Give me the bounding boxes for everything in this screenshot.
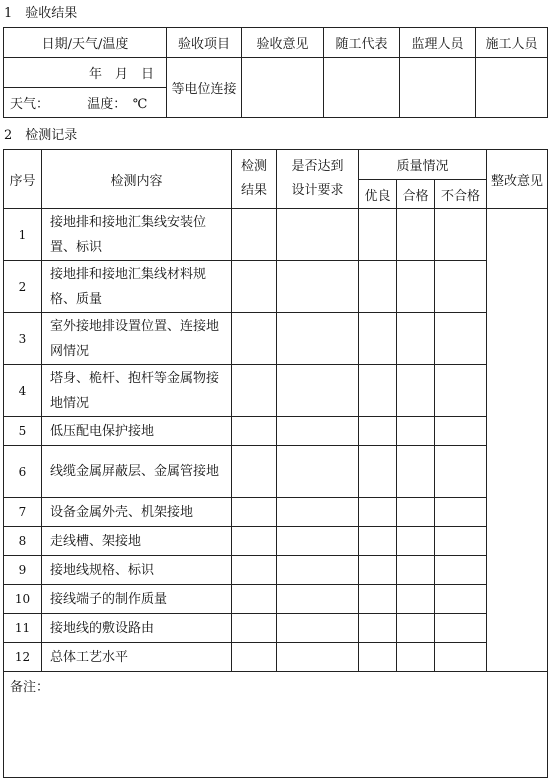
result-cell[interactable] xyxy=(232,365,277,417)
excellent-cell[interactable] xyxy=(359,556,397,585)
excellent-cell[interactable] xyxy=(359,313,397,365)
qualified-cell[interactable] xyxy=(397,446,435,498)
header-unqualified: 不合格 xyxy=(435,180,487,209)
meets-cell[interactable] xyxy=(277,527,359,556)
unqualified-cell[interactable] xyxy=(435,209,487,261)
header-content: 检测内容 xyxy=(42,150,232,209)
header-supervisor: 监理人员 xyxy=(400,28,476,58)
row-content: 设备金属外壳、机架接地 xyxy=(42,498,232,527)
qualified-cell[interactable] xyxy=(397,417,435,446)
unqualified-cell[interactable] xyxy=(435,446,487,498)
row-number: 11 xyxy=(4,614,42,643)
qualified-cell[interactable] xyxy=(397,365,435,417)
row-content: 接线端子的制作质量 xyxy=(42,585,232,614)
temperature-label: 温度： ℃ xyxy=(87,97,148,112)
result-cell[interactable] xyxy=(232,261,277,313)
result-cell[interactable] xyxy=(232,614,277,643)
header-meets-design: 是否达到 设计要求 xyxy=(277,150,359,209)
section-title-acceptance: 1 验收结果 xyxy=(4,6,78,21)
remarks-cell[interactable] xyxy=(4,672,548,778)
result-cell[interactable] xyxy=(232,209,277,261)
table-row xyxy=(4,556,548,585)
row-number: 4 xyxy=(4,365,42,417)
row-number: 9 xyxy=(4,556,42,585)
meets-cell[interactable] xyxy=(277,261,359,313)
result-cell[interactable] xyxy=(232,585,277,614)
row-number: 3 xyxy=(4,313,42,365)
header-date-weather-temp: 日期/天气/温度 xyxy=(4,28,167,58)
excellent-cell[interactable] xyxy=(359,498,397,527)
table-row xyxy=(4,614,548,643)
table-row xyxy=(4,527,548,556)
qualified-cell[interactable] xyxy=(397,585,435,614)
row-number: 2 xyxy=(4,261,42,313)
qualified-cell[interactable] xyxy=(397,313,435,365)
table-row xyxy=(4,498,548,527)
excellent-cell[interactable] xyxy=(359,365,397,417)
qualified-cell[interactable] xyxy=(397,209,435,261)
weather-temp-cell[interactable] xyxy=(4,88,167,118)
result-cell[interactable] xyxy=(232,527,277,556)
unqualified-cell[interactable] xyxy=(435,498,487,527)
acceptance-table xyxy=(3,27,548,118)
excellent-cell[interactable] xyxy=(359,261,397,313)
table-row xyxy=(4,585,548,614)
header-acceptance-item: 验收项目 xyxy=(167,28,242,58)
unqualified-cell[interactable] xyxy=(435,614,487,643)
row-content: 接地线的敷设路由 xyxy=(42,614,232,643)
qualified-cell[interactable] xyxy=(397,498,435,527)
table-row xyxy=(4,261,548,313)
unqualified-cell[interactable] xyxy=(435,365,487,417)
table-row xyxy=(4,643,548,672)
row-content: 线缆金属屏蔽层、金属管接地 xyxy=(42,446,232,498)
header-construction-staff: 施工人员 xyxy=(476,28,548,58)
rectify-cell[interactable] xyxy=(487,209,548,672)
meets-cell[interactable] xyxy=(277,417,359,446)
weather-label: 天气： xyxy=(10,97,50,112)
row-content: 接地排和接地汇集线安装位置、标识 xyxy=(42,209,232,261)
row-content: 室外接地排设置位置、连接地网情况 xyxy=(42,313,232,365)
excellent-cell[interactable] xyxy=(359,209,397,261)
table-row xyxy=(4,313,548,365)
header-excellent: 优良 xyxy=(359,180,397,209)
meets-cell[interactable] xyxy=(277,313,359,365)
meets-cell[interactable] xyxy=(277,556,359,585)
supervisor-cell[interactable] xyxy=(400,58,476,118)
row-number: 5 xyxy=(4,417,42,446)
qualified-cell[interactable] xyxy=(397,643,435,672)
row-content: 走线槽、架接地 xyxy=(42,527,232,556)
row-content: 低压配电保护接地 xyxy=(42,417,232,446)
table-row xyxy=(4,446,548,498)
excellent-cell[interactable] xyxy=(359,417,397,446)
section-title-inspection: 2 检测记录 xyxy=(4,128,78,143)
qualified-cell[interactable] xyxy=(397,556,435,585)
result-cell[interactable] xyxy=(232,643,277,672)
header-rectify: 整改意见 xyxy=(487,150,548,209)
unqualified-cell[interactable] xyxy=(435,556,487,585)
row-number: 6 xyxy=(4,446,42,498)
date-field[interactable]: 年 月 日 xyxy=(4,58,167,88)
inspection-table xyxy=(3,149,548,778)
meets-cell[interactable] xyxy=(277,643,359,672)
unqualified-cell[interactable] xyxy=(435,527,487,556)
header-accompanying-rep: 随工代表 xyxy=(324,28,400,58)
row-number: 1 xyxy=(4,209,42,261)
header-no: 序号 xyxy=(4,150,42,209)
result-cell[interactable] xyxy=(232,556,277,585)
row-content: 接地排和接地汇集线材料规格、质量 xyxy=(42,261,232,313)
row-number: 7 xyxy=(4,498,42,527)
header-qualified: 合格 xyxy=(397,180,435,209)
result-cell[interactable] xyxy=(232,498,277,527)
row-content: 总体工艺水平 xyxy=(42,643,232,672)
meets-cell[interactable] xyxy=(277,585,359,614)
unqualified-cell[interactable] xyxy=(435,313,487,365)
unqualified-cell[interactable] xyxy=(435,261,487,313)
result-cell[interactable] xyxy=(232,446,277,498)
unqualified-cell[interactable] xyxy=(435,585,487,614)
acceptance-opinion-cell[interactable] xyxy=(242,58,324,118)
table-row xyxy=(4,417,548,446)
meets-cell[interactable] xyxy=(277,365,359,417)
construction-staff-cell[interactable] xyxy=(476,58,548,118)
row-number: 8 xyxy=(4,527,42,556)
unqualified-cell[interactable] xyxy=(435,643,487,672)
result-cell[interactable] xyxy=(232,417,277,446)
qualified-cell[interactable] xyxy=(397,527,435,556)
header-result: 检测 结果 xyxy=(232,150,277,209)
excellent-cell[interactable] xyxy=(359,446,397,498)
unqualified-cell[interactable] xyxy=(435,417,487,446)
header-acceptance-opinion: 验收意见 xyxy=(242,28,324,58)
table-row xyxy=(4,365,548,417)
table-row xyxy=(4,209,548,261)
meets-cell[interactable] xyxy=(277,614,359,643)
row-content: 接地线规格、标识 xyxy=(42,556,232,585)
accompanying-rep-cell[interactable] xyxy=(324,58,400,118)
excellent-cell[interactable] xyxy=(359,614,397,643)
acceptance-item-value: 等电位连接 xyxy=(167,58,242,118)
row-number: 10 xyxy=(4,585,42,614)
row-content: 塔身、桅杆、抱杆等金属物接地情况 xyxy=(42,365,232,417)
meets-cell[interactable] xyxy=(277,498,359,527)
excellent-cell[interactable] xyxy=(359,643,397,672)
meets-cell[interactable] xyxy=(277,209,359,261)
row-number: 12 xyxy=(4,643,42,672)
header-quality: 质量情况 xyxy=(359,150,487,180)
qualified-cell[interactable] xyxy=(397,614,435,643)
excellent-cell[interactable] xyxy=(359,585,397,614)
meets-cell[interactable] xyxy=(277,446,359,498)
remarks-label: 备注： xyxy=(10,680,50,695)
excellent-cell[interactable] xyxy=(359,527,397,556)
result-cell[interactable] xyxy=(232,313,277,365)
qualified-cell[interactable] xyxy=(397,261,435,313)
